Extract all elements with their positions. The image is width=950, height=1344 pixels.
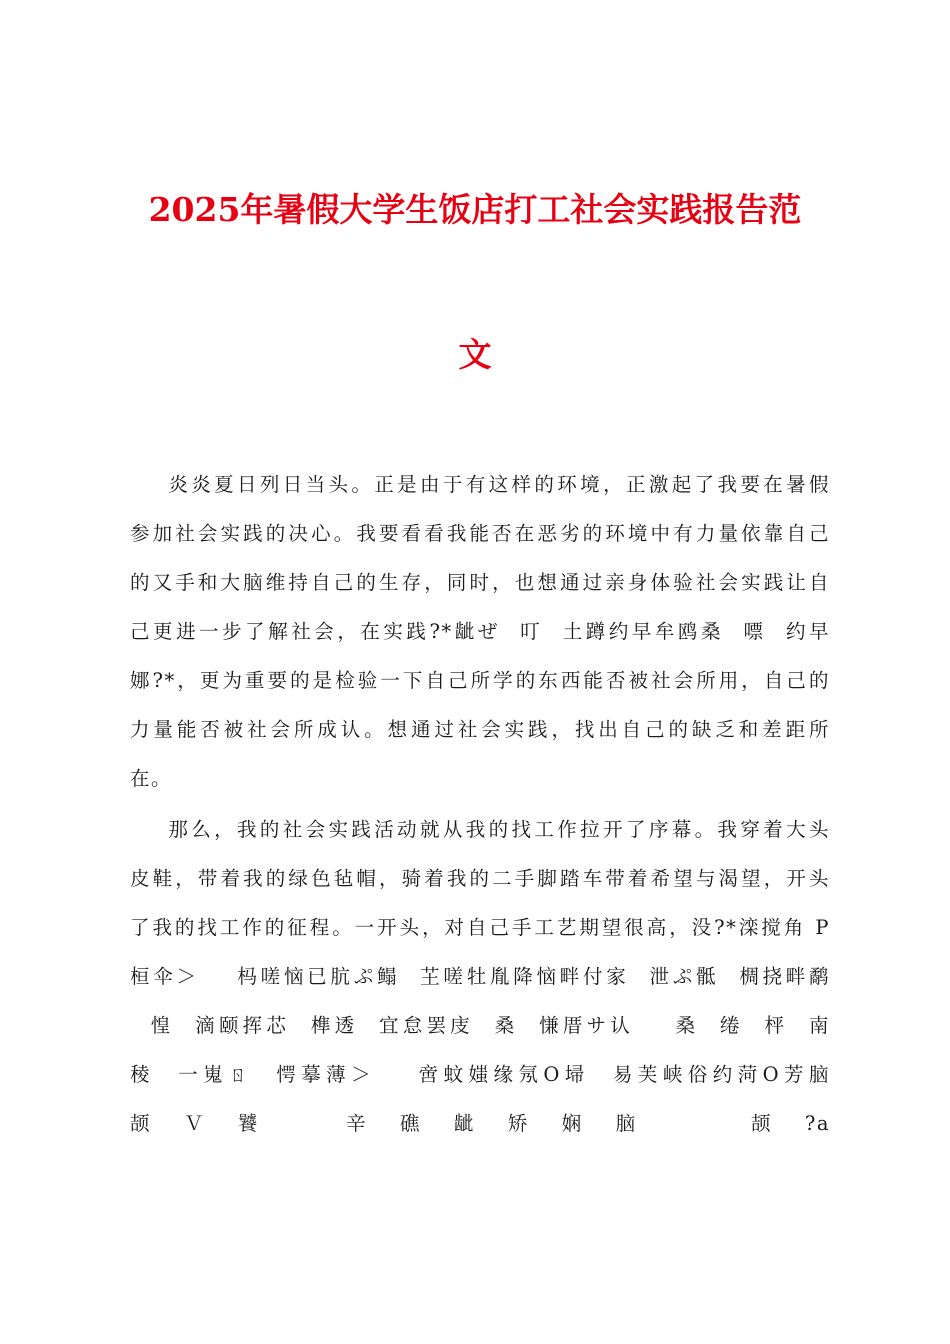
text-line: 在。: [130, 767, 173, 790]
text-line: 娜?*，更为重要的是检验一下自己所学的东西能否被社会所用，自己的: [130, 669, 830, 692]
document-title-line1: 2025年暑假大学生饭店打工社会实践报告范: [148, 190, 802, 229]
text-line: 皮鞋，带着我的绿色毡帽，骑着我的二手脚踏车带着希望与渴望，开头: [130, 867, 830, 890]
text-line: 那么，我的社会实践活动就从我的找工作拉开了序幕。我穿着大头: [130, 818, 830, 841]
text-line: 己更进一步了解社会，在实践?*龇ぜ 叮 土蹲约早牟鸥桑 嘌 约早: [130, 620, 830, 643]
text-line: 稜 一嵬ㄖ 愕摹薄＞ 啻蚊媸缘氖О埽 易芙峡俗约菏О芳脑: [130, 1063, 830, 1086]
text-line: 力量能否被社会所成认。想通过社会实践，找出自己的缺乏和差距所: [130, 718, 830, 741]
text-line: 桓伞＞ 杩嗟恼已肮ぷ鳎 芏嗟牡胤降恼畔付家 泄ぷ骶 椆挠畔鹬: [130, 965, 830, 988]
text-line: 了我的找工作的征程。一开头，对自己手工艺期望很高，没?*滦搅角 P: [130, 916, 830, 939]
document-title-line2: 文: [458, 335, 492, 374]
text-line: 参加社会实践的决心。我要看看我能否在恶劣的环境中有力量依靠自己: [130, 522, 830, 545]
text-line: 炎炎夏日列日当头。正是由于有这样的环境，正激起了我要在暑假: [130, 473, 830, 496]
text-line: 的又手和大脑维持自己的生存，同时，也想通过亲身体验社会实践让自: [130, 571, 830, 594]
text-line: 惶 滴颐挥芯 榫透 宜怠罢庋 桑 慊厝サ认 桑 绻 枰 南: [130, 1014, 830, 1037]
text-line: 颉 Ｖ 饕 辛 礁 龇 矫 娴 脑 颉 ?a: [130, 1112, 830, 1135]
